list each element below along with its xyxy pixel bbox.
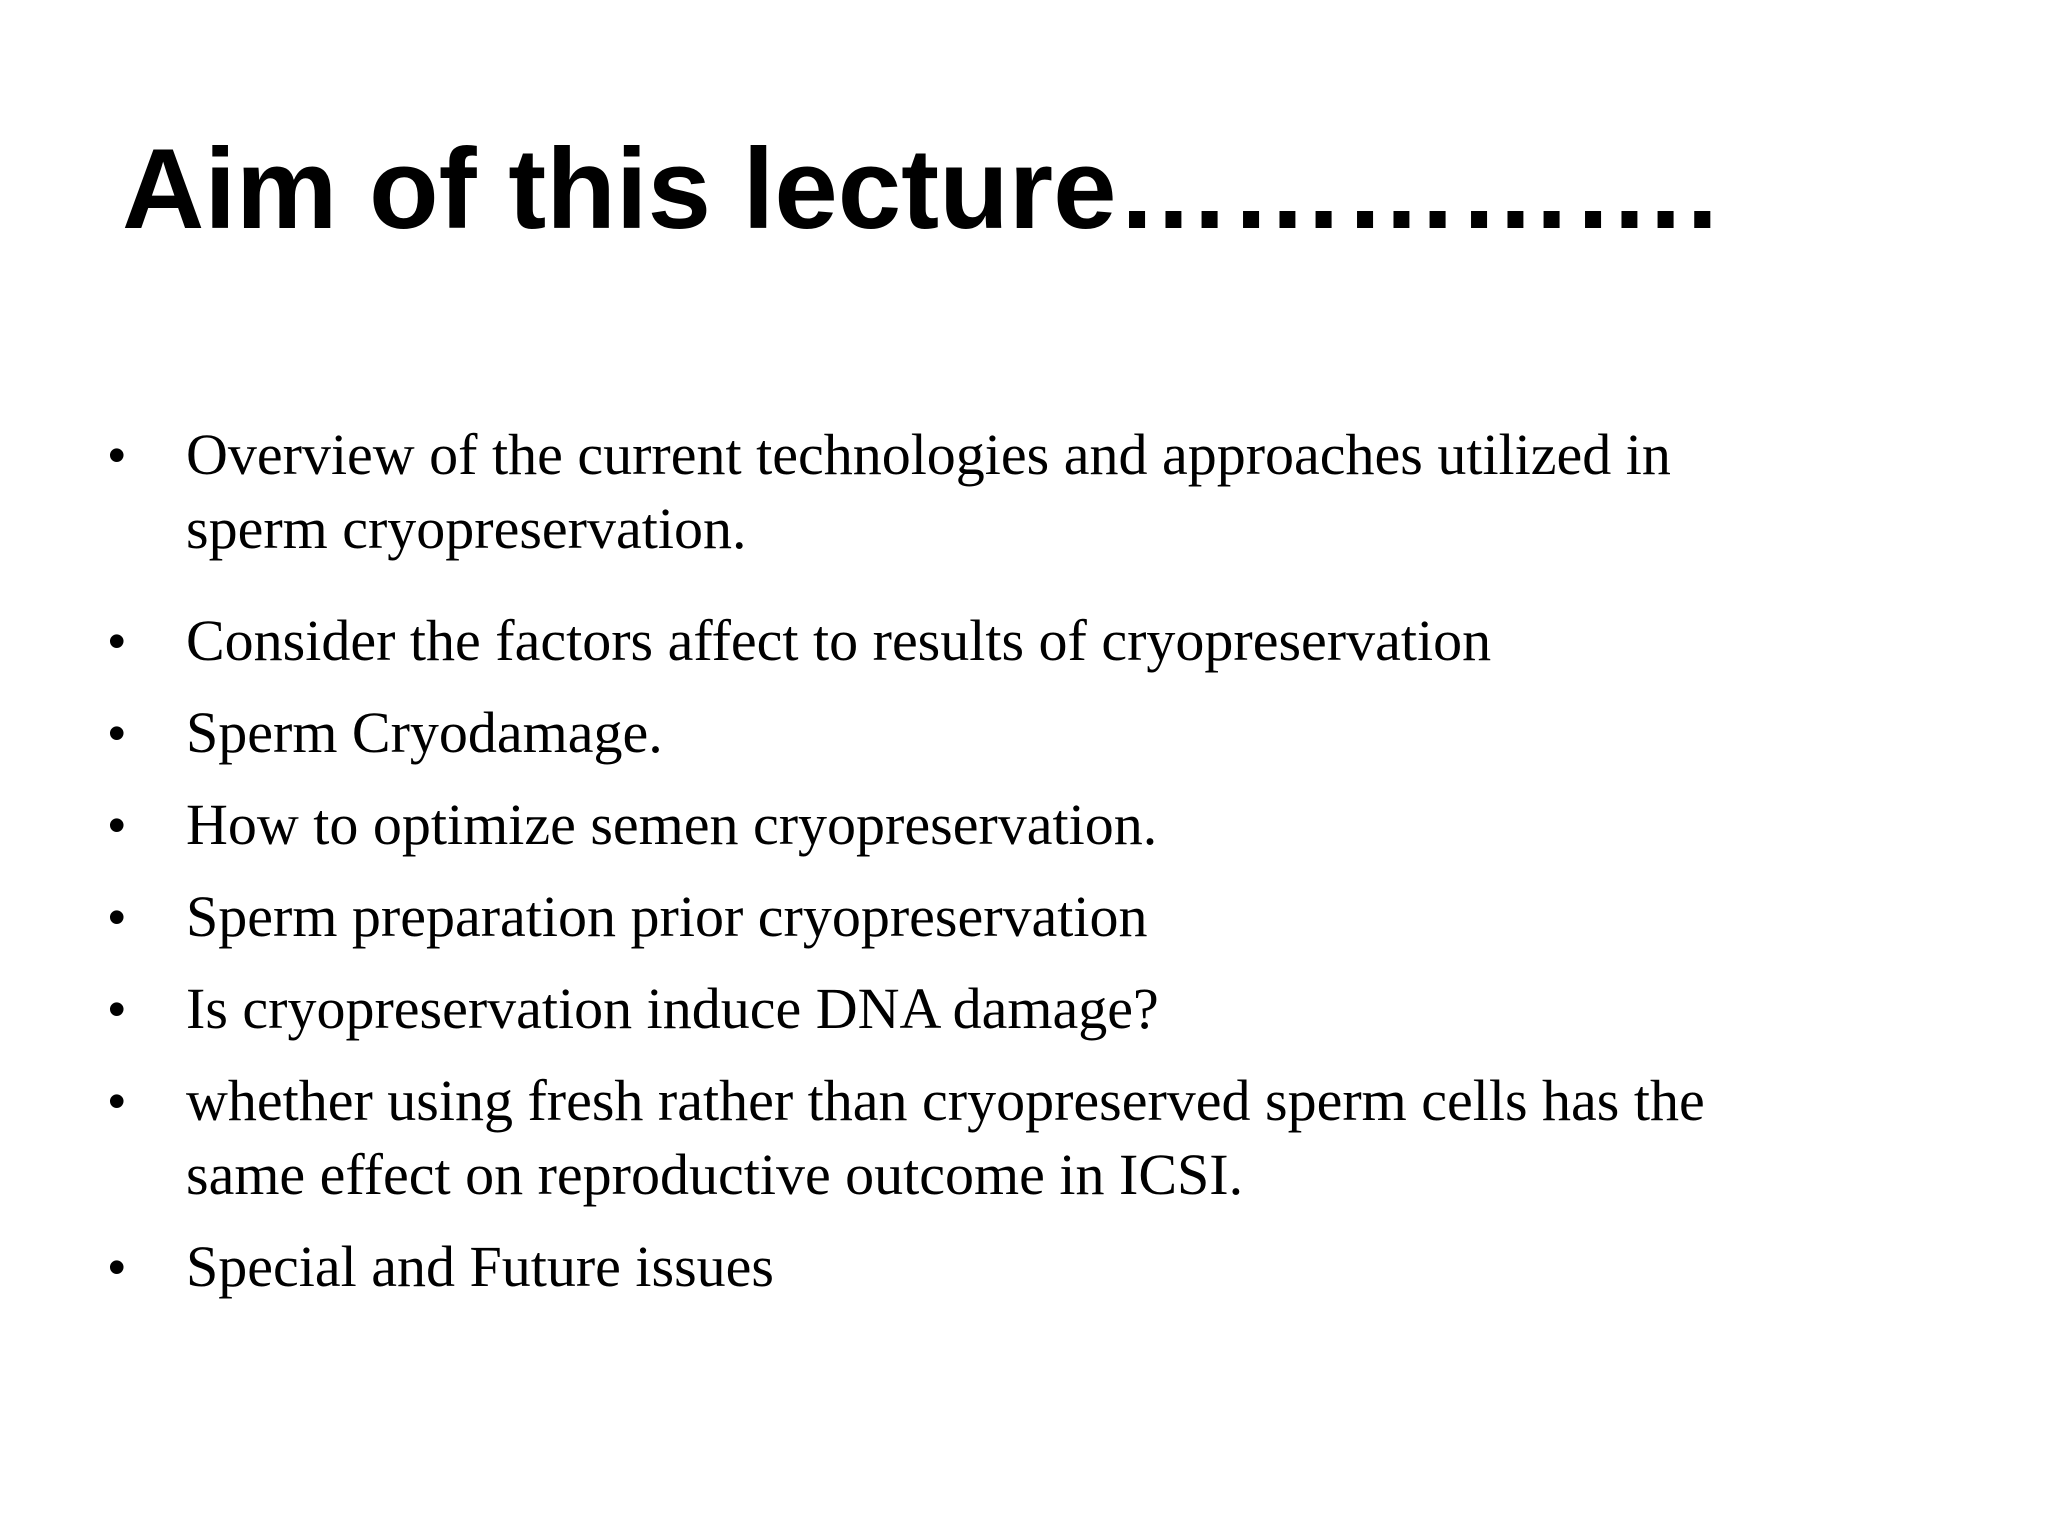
list-item-text: Is cryopreservation induce DNA damage? — [186, 976, 1159, 1041]
list-item — [104, 1230, 1964, 1304]
bullet-icon: • — [108, 613, 126, 669]
list-item-text: Sperm preparation prior cryopreservation — [186, 884, 1148, 949]
slide-title: Aim of this lecture……………. — [122, 126, 1719, 253]
bullet-icon: • — [108, 981, 126, 1037]
list-item — [104, 696, 1964, 770]
list-item-text: Sperm Cryodamage. — [186, 700, 663, 765]
list-item — [104, 880, 1964, 954]
list-item-text — [186, 418, 1964, 566]
list-item-line: Overview of the current technologies and approaches utilized in — [186, 422, 1671, 487]
list-item-line: whether using fresh rather than cryopreserved sperm cells has the — [186, 1068, 1705, 1133]
bullet-icon: • — [108, 889, 126, 945]
list-item — [104, 972, 1964, 1046]
list-item-line: sperm cryopreservation. — [186, 496, 747, 561]
list-item-text — [186, 1064, 1964, 1212]
bullet-icon: • — [108, 1239, 126, 1295]
list-item — [104, 1064, 1964, 1212]
bullet-icon: • — [108, 1073, 126, 1129]
bullet-icon: • — [108, 705, 126, 761]
list-item — [104, 788, 1964, 862]
bullet-icon: • — [108, 427, 126, 483]
list-item-text: How to optimize semen cryopreservation. — [186, 792, 1158, 857]
list-item — [104, 604, 1964, 678]
bullet-list — [104, 418, 1964, 1322]
bullet-icon: • — [108, 797, 126, 853]
list-item-text: Consider the factors affect to results of cryopreservation — [186, 608, 1492, 673]
list-item — [104, 418, 1964, 566]
list-item-text: Special and Future issues — [186, 1234, 774, 1299]
list-item-line: same effect on reproductive outcome in ICSI. — [186, 1142, 1244, 1207]
